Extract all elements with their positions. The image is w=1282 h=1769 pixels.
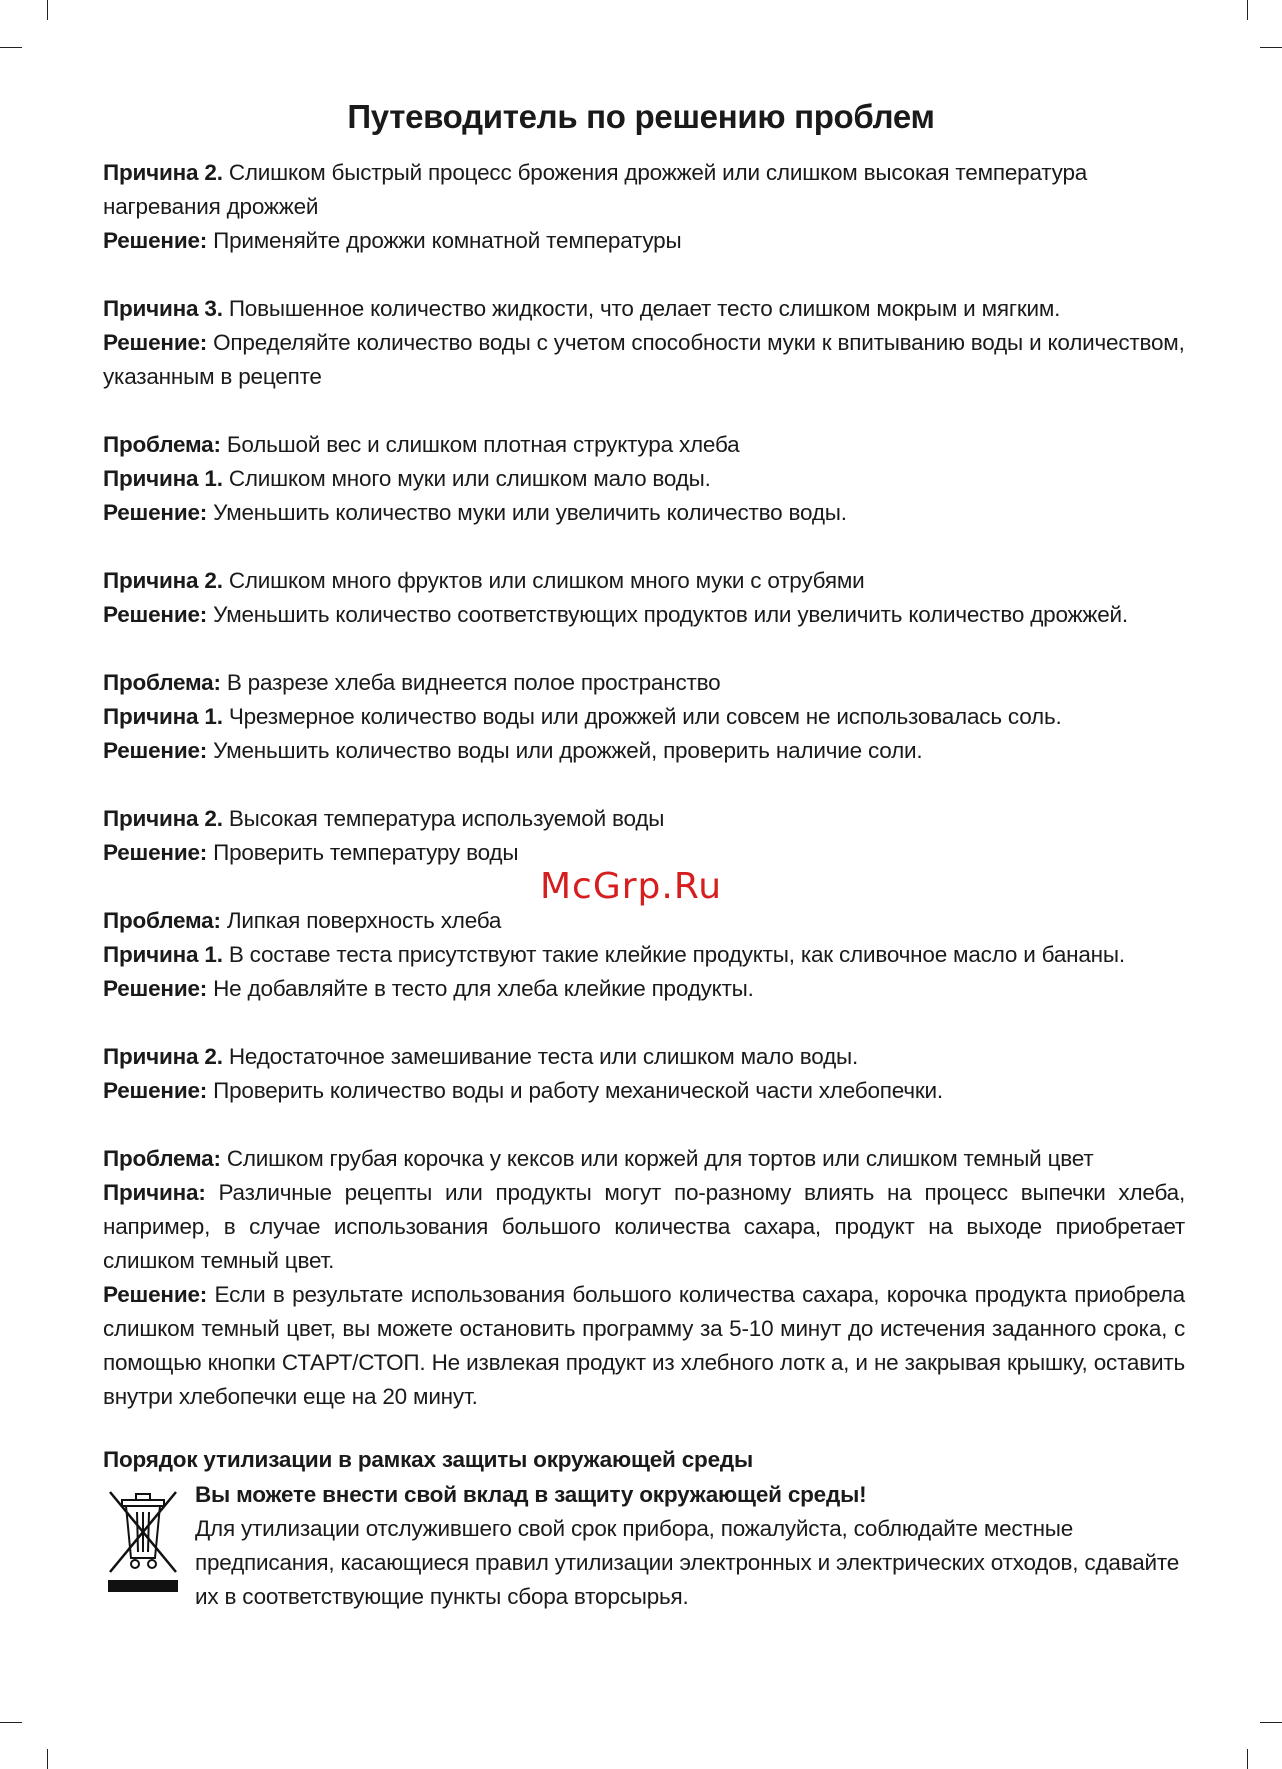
solution-paragraph xyxy=(103,598,1185,632)
problem-text: Слишком грубая корочка у кексов или коржей для тортов или слишком темный цвет xyxy=(220,1146,1094,1171)
solution-label: Решение: xyxy=(103,228,208,253)
cause-text: Недостаточное замешивание теста или слишком мало воды. xyxy=(222,1044,859,1069)
cause-label: Причина 2. xyxy=(103,568,223,593)
cause-paragraph xyxy=(103,1176,1185,1278)
solution-paragraph xyxy=(103,326,1185,394)
solution-label: Решение: xyxy=(103,330,208,355)
solution-text: Уменьшить количество соответствующих продуктов или увеличить количество дрожжей. xyxy=(207,602,1128,627)
crop-mark xyxy=(1260,1722,1282,1723)
cause-label: Причина 2. xyxy=(103,1044,223,1069)
solution-label: Решение: xyxy=(103,1282,208,1307)
cause-paragraph xyxy=(103,462,1185,496)
crop-mark xyxy=(1247,1749,1248,1769)
problem-label: Проблема: xyxy=(103,908,221,933)
disposal-body: Для утилизации отслужившего свой срок прибора, пожалуйста, соблюдайте местные предписания, касающиеся правил утилизации электронных и электрических отходов, сдавайте их в соответствующие пункты сбора вторсырья. xyxy=(195,1516,1180,1609)
cause-text: Высокая температура используемой воды xyxy=(222,806,665,831)
solution-text: Применяйте дрожжи комнатной температуры xyxy=(207,228,682,253)
watermark: McGrp.Ru xyxy=(540,866,723,907)
problem-text: Большой вес и слишком плотная структура хлеба xyxy=(220,432,740,457)
page-title: Путеводитель по решению проблем xyxy=(347,98,935,135)
crossed-out-bin-icon xyxy=(104,1484,182,1594)
disposal-text-block xyxy=(195,1478,1185,1614)
problem-paragraph xyxy=(103,1142,1185,1176)
problem-label: Проблема: xyxy=(103,432,221,457)
cause-label: Причина 1. xyxy=(103,466,223,491)
cause-paragraph xyxy=(103,802,1185,836)
solution-paragraph xyxy=(103,1278,1185,1414)
cause-paragraph xyxy=(103,700,1185,734)
problem-text: Липкая поверхность хлеба xyxy=(220,908,502,933)
solution-paragraph xyxy=(103,1074,1185,1108)
crop-mark xyxy=(1247,0,1248,20)
solution-label: Решение: xyxy=(103,602,208,627)
cause-label: Причина 2. xyxy=(103,806,223,831)
cause-paragraph xyxy=(103,156,1185,224)
cause-text: Повышенное количество жидкости, что делает тесто слишком мокрым и мягким. xyxy=(222,296,1061,321)
problem-paragraph xyxy=(103,904,1185,938)
cause-text: Слишком быстрый процесс брожения дрожжей или слишком высокая температура нагревания дрожжей xyxy=(103,160,1088,219)
crop-mark xyxy=(1260,47,1282,48)
solution-label: Решение: xyxy=(103,500,208,525)
disposal-section-title: Порядок утилизации в рамках защиты окружающей среды xyxy=(103,1447,754,1472)
cause-text: В составе теста присутствуют такие клейкие продукты, как сливочное масло и бананы. xyxy=(222,942,1125,967)
crop-mark xyxy=(47,0,48,20)
solution-paragraph xyxy=(103,224,1185,258)
problem-label: Проблема: xyxy=(103,670,221,695)
problem-paragraph xyxy=(103,428,1185,462)
solution-text: Проверить температуру воды xyxy=(207,840,519,865)
cause-text: Слишком много фруктов или слишком много муки с отрубями xyxy=(222,568,865,593)
cause-text: Различные рецепты или продукты могут по-разному влиять на процесс выпечки хлеба, например, в случае использования большого количества сахара, продукт на выходе приобретает слишком темный цвет. xyxy=(103,1180,1185,1273)
problem-paragraph xyxy=(103,666,1185,700)
cause-text: Слишком много муки или слишком мало воды. xyxy=(222,466,711,491)
cause-label: Причина 3. xyxy=(103,296,223,321)
problem-label: Проблема: xyxy=(103,1146,221,1171)
solution-label: Решение: xyxy=(103,738,208,763)
crop-mark xyxy=(47,1749,48,1769)
solution-paragraph xyxy=(103,972,1185,1006)
crop-mark xyxy=(0,1722,22,1723)
crop-mark xyxy=(0,47,22,48)
solution-text: Уменьшить количество воды или дрожжей, проверить наличие соли. xyxy=(207,738,923,763)
solution-text: Определяйте количество воды с учетом способности муки к впитыванию воды и количеством, указанным в рецепте xyxy=(103,330,1185,389)
troubleshooting-content xyxy=(103,156,1185,1414)
cause-label: Причина 2. xyxy=(103,160,223,185)
cause-paragraph xyxy=(103,292,1185,326)
solution-paragraph xyxy=(103,496,1185,530)
solution-text: Если в результате использования большого количества сахара, корочка продукта приобрела слишком темный цвет, вы можете остановить программу за 5-10 минут до истечения заданного срока, с помощью кнопки СТАРТ/СТОП. Не извлекая продукт из хлебного лотк а, и не закрывая крышку, оставить внутри хлебопечки еще на 20 минут. xyxy=(103,1282,1185,1409)
cause-paragraph xyxy=(103,564,1185,598)
solution-text: Уменьшить количество муки или увеличить количество воды. xyxy=(207,500,847,525)
solution-paragraph xyxy=(103,836,1185,870)
solution-text: Не добавляйте в тесто для хлеба клейкие продукты. xyxy=(207,976,754,1001)
cause-paragraph xyxy=(103,938,1185,972)
solution-paragraph xyxy=(103,734,1185,768)
solution-label: Решение: xyxy=(103,976,208,1001)
cause-paragraph xyxy=(103,1040,1185,1074)
cause-label: Причина: xyxy=(103,1180,206,1205)
problem-text: В разрезе хлеба виднеется полое пространство xyxy=(220,670,721,695)
solution-label: Решение: xyxy=(103,840,208,865)
disposal-heading: Вы можете внести свой вклад в защиту окружающей среды! xyxy=(195,1482,867,1507)
cause-text: Чрезмерное количество воды или дрожжей или совсем не использовалась соль. xyxy=(222,704,1062,729)
solution-label: Решение: xyxy=(103,1078,208,1103)
solution-text: Проверить количество воды и работу механической части хлебопечки. xyxy=(207,1078,943,1103)
cause-label: Причина 1. xyxy=(103,942,223,967)
cause-label: Причина 1. xyxy=(103,704,223,729)
